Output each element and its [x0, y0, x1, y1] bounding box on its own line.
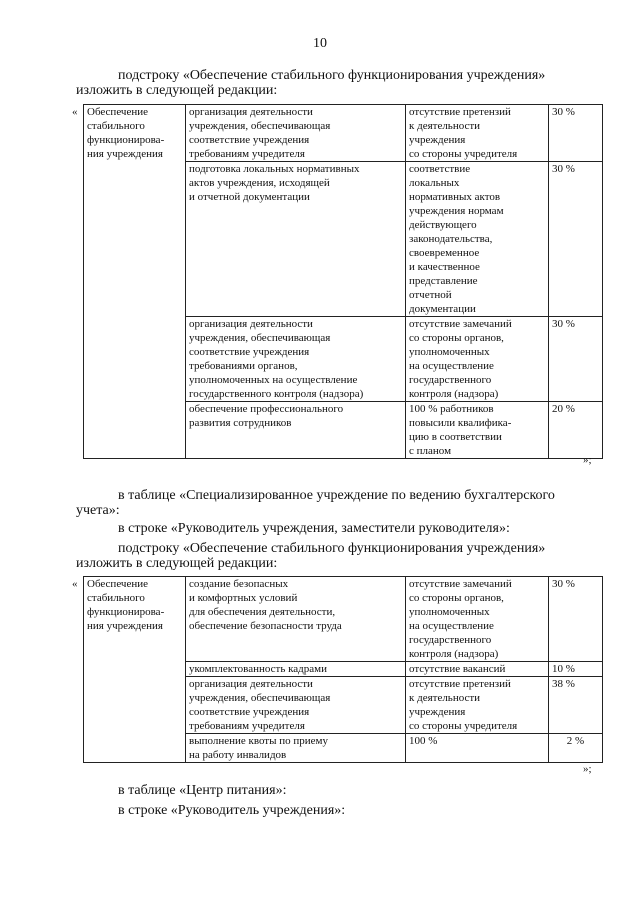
cell-text-line: учреждения, обеспечивающая [189, 332, 331, 344]
criterion-cell [406, 162, 549, 317]
cell-text-line: 100 % работников [409, 403, 494, 415]
cell-text-line: действующего [409, 219, 477, 231]
paragraph-line: в строке «Руководитель учреждения»: [118, 803, 346, 818]
condition-cell [186, 162, 406, 317]
open-quote: « [72, 106, 78, 118]
cell-text-line: ния учреждения [87, 620, 163, 632]
cell-text-line: нормативных актов [409, 191, 501, 203]
percent-cell: 38 % [549, 677, 603, 734]
criterion-cell [406, 577, 549, 662]
cell-text-line: функционирова- [87, 134, 165, 146]
percent-cell: 30 % [549, 577, 603, 662]
cell-text-line: к деятельности [409, 692, 481, 704]
cell-text-line: отсутствие замечаний [409, 318, 512, 330]
paragraph-line: изложить в следующей редакции: [76, 83, 278, 98]
cell-text-line: стабильного [87, 120, 145, 132]
cell-text-line: функционирова- [87, 606, 165, 618]
cell-text-line: организация деятельности [189, 106, 313, 118]
cell-text-line: со стороны органов, [409, 332, 504, 344]
paragraph-line: в таблице «Центр питания»: [118, 783, 287, 798]
cell-text-line: требованиям учредителя [189, 148, 305, 160]
paragraph-row-director [118, 803, 345, 818]
cell-text-line: отсутствие претензий [409, 678, 511, 690]
cell-text-line: Обеспечение [87, 106, 148, 118]
cell-text-line: отсутствие претензий [409, 106, 511, 118]
cell-text-line: государственного [409, 374, 492, 386]
percent-cell: 2 % [549, 734, 603, 763]
cell-text-line: и отчетной документации [189, 191, 310, 203]
cell-text-line: подготовка локальных нормативных [189, 163, 360, 175]
cell-text-line: со стороны учредителя [409, 148, 518, 160]
cell-text-line: укомплектованность кадрами [189, 663, 327, 675]
cell-text-line: представление [409, 275, 478, 287]
category-cell [84, 577, 186, 763]
cell-text-line: учреждения нормам [409, 205, 504, 217]
cell-text-line: контроля (надзора) [409, 388, 499, 400]
open-quote: « [72, 578, 78, 590]
percent-cell: 20 % [549, 402, 603, 459]
condition-cell [186, 662, 406, 677]
criteria-table-1 [83, 104, 603, 459]
condition-cell [186, 402, 406, 459]
cell-text-line: на осуществление [409, 360, 494, 372]
paragraph-subrow-intro-2 [118, 541, 545, 556]
cell-text-line: государственного контроля (надзора) [189, 388, 364, 400]
cell-text-line: обеспечение безопасности труда [189, 620, 342, 632]
paragraph-subrow-intro-1 [118, 68, 600, 83]
paragraph-table-accounting-cont [76, 503, 120, 518]
cell-text-line: отчетной [409, 289, 452, 301]
criterion-cell [406, 734, 549, 763]
paragraph-line: учета»: [76, 503, 120, 518]
cell-text-line: на осуществление [409, 620, 494, 632]
paragraph-line: изложить в следующей редакции: [76, 556, 278, 571]
cell-text-line: документации [409, 303, 476, 315]
criteria-table-2 [83, 576, 603, 763]
cell-text-line: уполномоченных [409, 606, 490, 618]
paragraph-subrow-intro-2-cont [76, 556, 277, 571]
cell-text-line: к деятельности [409, 120, 481, 132]
cell-text-line: стабильного [87, 592, 145, 604]
condition-cell [186, 577, 406, 662]
cell-text-line: требованиями органов, [189, 360, 298, 372]
cell-text-line: для обеспечения деятельности, [189, 606, 336, 618]
paragraph-line: в строке «Руководитель учреждения, заместители руководителя»: [118, 521, 510, 536]
cell-text-line: со стороны учредителя [409, 720, 518, 732]
cell-text-line: учреждения, обеспечивающая [189, 120, 331, 132]
criterion-cell [406, 662, 549, 677]
close-quote: »; [583, 763, 592, 775]
condition-cell [186, 734, 406, 763]
criterion-cell [406, 677, 549, 734]
paragraph-line: подстроку «Обеспечение стабильного функционирования учреждения» [118, 541, 546, 556]
cell-text-line: актов учреждения, исходящей [189, 177, 330, 189]
cell-text-line: и комфортных условий [189, 592, 298, 604]
table-row [84, 105, 603, 162]
cell-text-line: соответствие учреждения [189, 346, 310, 358]
cell-text-line: своевременное [409, 247, 480, 259]
cell-text-line: 100 % [409, 735, 438, 747]
criterion-cell [406, 402, 549, 459]
condition-cell [186, 317, 406, 402]
close-quote: »; [583, 454, 592, 466]
paragraph-table-accounting [118, 488, 555, 503]
cell-text-line: со стороны органов, [409, 592, 504, 604]
percent-cell: 30 % [549, 105, 603, 162]
paragraph-subrow-intro-1-cont [76, 83, 277, 98]
cell-text-line: отсутствие замечаний [409, 578, 512, 590]
cell-text-line: соответствие учреждения [189, 706, 310, 718]
cell-text-line: с планом [409, 445, 452, 457]
cell-text-line: отсутствие вакансий [409, 663, 506, 675]
cell-text-line: Обеспечение [87, 578, 148, 590]
percent-cell: 10 % [549, 662, 603, 677]
percent-cell: 30 % [549, 162, 603, 317]
paragraph-line: в таблице «Специализированное учреждение по ведению бухгалтерского [118, 488, 555, 503]
cell-text-line: создание безопасных [189, 578, 289, 590]
criterion-cell [406, 317, 549, 402]
table-row [84, 577, 603, 662]
cell-text-line: контроля (надзора) [409, 648, 499, 660]
paragraph-table-food [118, 783, 286, 798]
cell-text-line: учреждения [409, 706, 466, 718]
cell-text-line: уполномоченных [409, 346, 490, 358]
cell-text-line: развития сотрудников [189, 417, 292, 429]
criterion-cell [406, 105, 549, 162]
cell-text-line: и качественное [409, 261, 480, 273]
cell-text-line: учреждения [409, 134, 466, 146]
paragraph-row-head [118, 521, 510, 536]
cell-text-line: уполномоченных на осуществление [189, 374, 358, 386]
cell-text-line: цию в соответствии [409, 431, 502, 443]
condition-cell [186, 677, 406, 734]
cell-text-line: учреждения, обеспечивающая [189, 692, 331, 704]
percent-cell: 30 % [549, 317, 603, 402]
cell-text-line: соответствие учреждения [189, 134, 310, 146]
cell-text-line: выполнение квоты по приему [189, 735, 329, 747]
cell-text-line: обеспечение профессионального [189, 403, 344, 415]
cell-text-line: организация деятельности [189, 318, 313, 330]
cell-text-line: на работу инвалидов [189, 749, 287, 761]
cell-text-line: законодательства, [409, 233, 493, 245]
category-cell [84, 105, 186, 459]
page-number: 10 [313, 36, 327, 51]
cell-text-line: локальных [409, 177, 460, 189]
cell-text-line: требованиям учредителя [189, 720, 305, 732]
cell-text-line: ния учреждения [87, 148, 163, 160]
cell-text-line: организация деятельности [189, 678, 313, 690]
cell-text-line: соответствие [409, 163, 471, 175]
condition-cell [186, 105, 406, 162]
paragraph-line: подстроку «Обеспечение стабильного функционирования учреждения» [118, 68, 546, 83]
cell-text-line: государственного [409, 634, 492, 646]
cell-text-line: повысили квалифика- [409, 417, 512, 429]
